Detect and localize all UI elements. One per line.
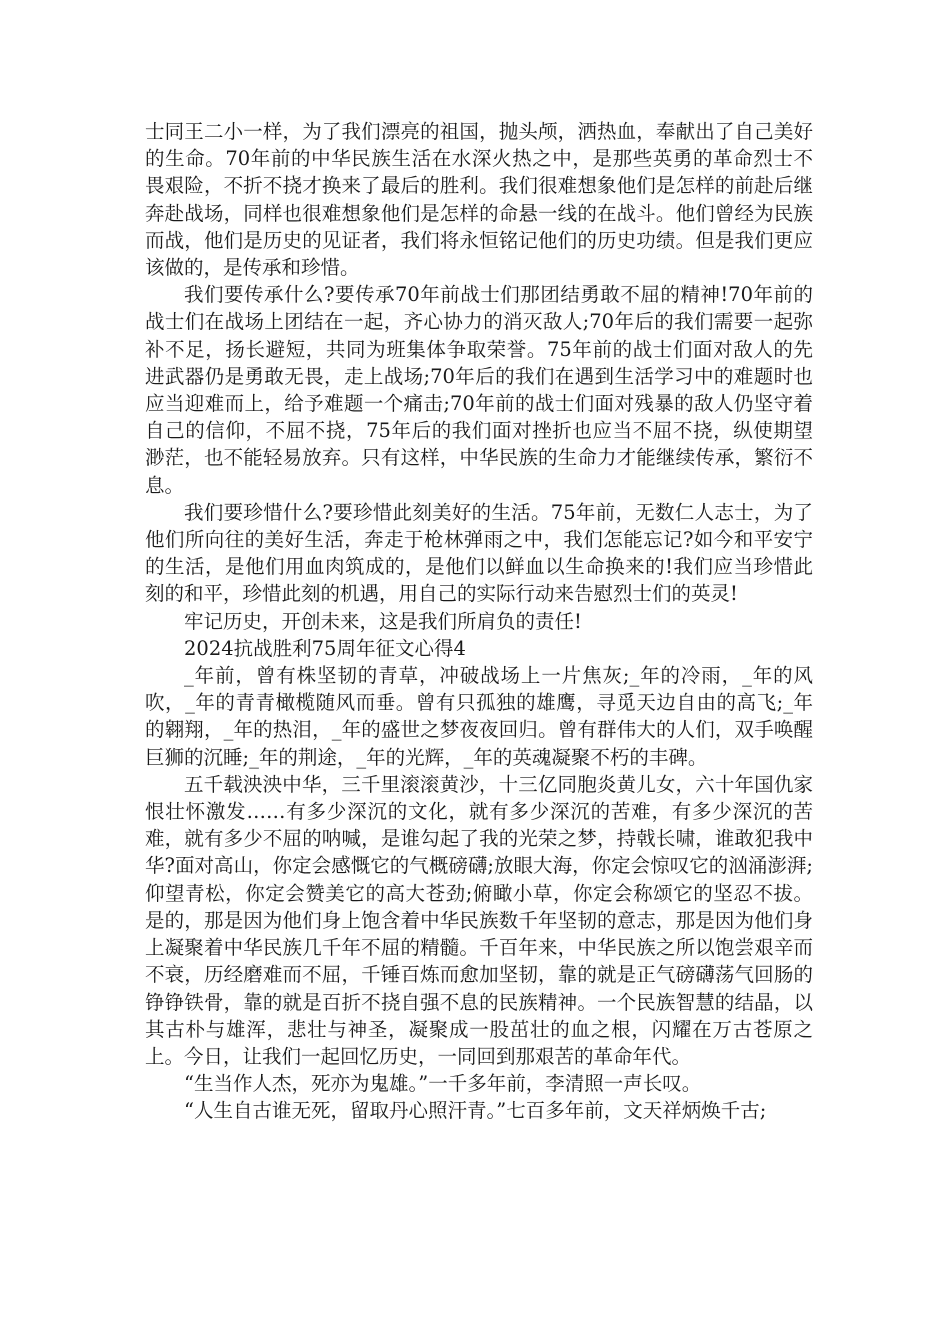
paragraph-1: 士同王二小一样，为了我们漂亮的祖国，抛头颅，洒热血，奉献出了自己美好的生命。70年前的中华民族生活在水深火热之中，是那些英勇的革命烈士不畏艰险，不折不挠才换来了最后的胜利。我们很难想象他们是怎样的前赴后继奔赴战场，同样也很难想象他们是怎样的命悬一线的在战斗。他们曾经为民族而战，他们是历史的见证者，我们将永恒铭记他们的历史功绩。但是我们更应该做的，是传承和珍惜。 [145,120,813,280]
paragraph-2: 我们要传承什么?要传承70年前战士们那团结勇敢不屈的精神!70年前的战士们在战场上团结在一起，齐心协力的消灭敌人;70年后的我们需要一起弥补不足，扬长避短，共同为班集体争取荣誉。75年前的战士们面对敌人的先进武器仍是勇敢无畏，走上战场;70年后的我们在遇到生活学习中的难题时也应当迎难而上，给予难题一个痛击;70年前的战士们面对残暴的敌人仍坚守着自己的信仰，不屈不挠，75年后的我们面对挫折也应当不屈不挠，纵使期望渺茫，也不能轻易放弃。只有这样，中华民族的生命力才能继续传承，繁衍不息。 [145,283,813,497]
paragraph-5: _年前，曾有株坚韧的青草，冲破战场上一片焦灰;_年的冷雨，_年的风吹，_年的青青橄榄随风而垂。曾有只孤独的雄鹰，寻觅天边自由的高飞;_年的翱翔，_年的热泪，_年的盛世之梦夜夜回归。曾有群伟大的人们，双手唤醒巨狮的沉睡;_年的荆途，_年的光辉，_年的英魂凝聚不朽的丰碑。 [145,664,813,769]
paragraph-6: 五千载泱泱中华，三千里滚滚黄沙，十三亿同胞炎黄儿女，六十年国仇家恨壮怀激发……有多少深沉的文化，就有多少深沉的苦难，有多少深沉的苦难，就有多少不屈的呐喊，是谁勾起了我的光荣之梦，持戟长啸，谁敢犯我中华?面对高山，你定会感慨它的气概磅礴;放眼大海，你定会惊叹它的汹涌澎湃;仰望青松，你定会赞美它的高大苍劲;俯瞰小草，你定会称颂它的坚忍不拔。是的，那是因为他们身上饱含着中华民族数千年坚韧的意志，那是因为他们身上凝聚着中华民族几千年不屈的精髓。千百年来，中华民族之所以饱尝艰辛而不衰，历经磨难而不屈，千锤百炼而愈加坚韧，靠的就是正气磅礴荡气回肠的铮铮铁骨，靠的就是百折不挠自强不息的民族精神。一个民族智慧的结晶，以其古朴与雄浑，悲壮与神圣，凝聚成一股茁壮的血之根，闪耀在万古苍原之上。今日，让我们一起回忆历史，一同回到那艰苦的革命年代。 [145,772,813,1068]
paragraph-4: 牢记历史，开创未来，这是我们所肩负的责任! [184,609,582,633]
section-heading: 2024抗战胜利75周年征文心得4 [184,636,466,660]
document-page [145,118,813,1125]
paragraph-3: 我们要珍惜什么?要珍惜此刻美好的生活。75年前，无数仁人志士，为了他们所向往的美好生活，奔走于枪林弹雨之中，我们怎能忘记?如今和平安宁的生活，是他们用血肉筑成的，是他们以鲜血以生命换来的!我们应当珍惜此刻的和平，珍惜此刻的机遇，用自己的实际行动来告慰烈士们的英灵! [145,500,813,606]
paragraph-8: “人生自古谁无死，留取丹心照汗青。”七百多年前，文天祥炳焕千古; [184,1099,767,1123]
paragraph-7: “生当作人杰，死亦为鬼雄。”一千多年前，李清照一声长叹。 [184,1072,702,1096]
